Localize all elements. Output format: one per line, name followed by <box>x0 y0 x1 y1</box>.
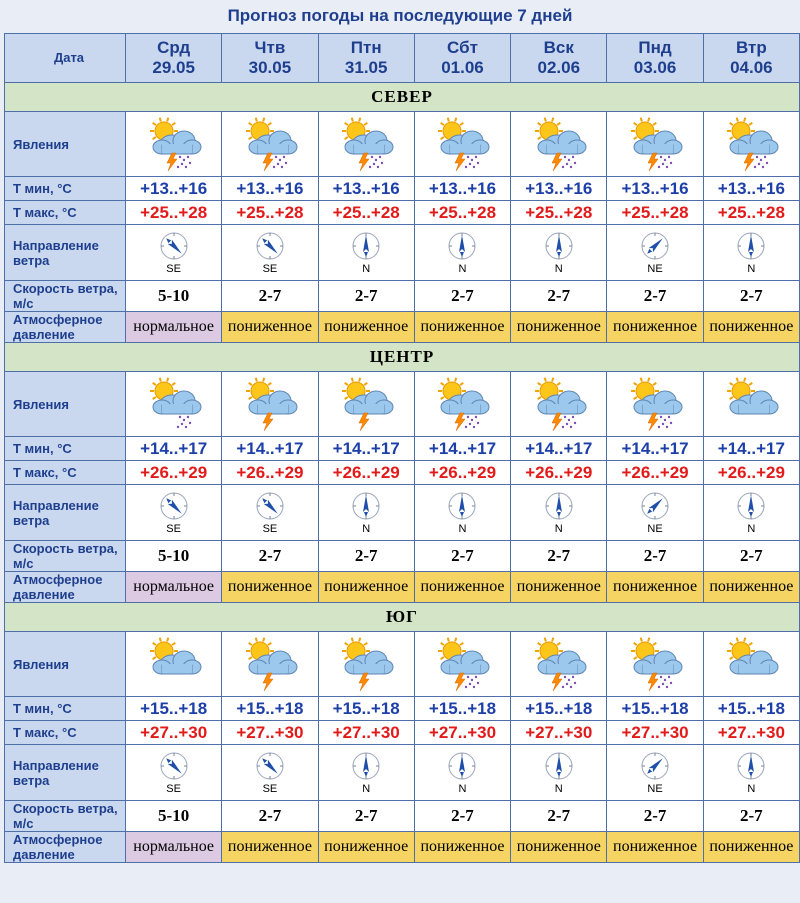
tmin-value: +13..+16 <box>414 177 510 201</box>
phenomena-row <box>5 632 800 697</box>
pressure-value: нормальное <box>126 832 222 863</box>
pressure-value: пониженное <box>222 312 318 343</box>
pressure-row <box>5 832 800 863</box>
tmax-value: +26..+29 <box>318 461 414 485</box>
compass-icon <box>704 491 799 521</box>
tmax-row <box>5 461 800 485</box>
wind-direction-cell <box>222 745 318 801</box>
compass-icon <box>704 231 799 261</box>
wind-direction-cell <box>511 225 607 281</box>
pressure-row <box>5 572 800 603</box>
phenomena-cell <box>222 112 318 177</box>
pressure-value: пониженное <box>703 312 799 343</box>
pressure-value: пониженное <box>414 832 510 863</box>
phenomena-label: Явления <box>5 632 126 697</box>
phenomena-cell <box>703 632 799 697</box>
day-date: 04.06 <box>730 58 773 77</box>
day-date: 30.05 <box>248 58 292 77</box>
wind-direction-cell <box>607 485 703 541</box>
tmax-label: Т макс, °С <box>5 201 126 225</box>
phenomena-cell <box>414 372 510 437</box>
pressure-value: пониженное <box>414 312 510 343</box>
cloud-sun-thunder-rain-icon <box>319 117 414 171</box>
wind-speed-value: 2-7 <box>222 281 318 312</box>
cloud-sun-thunder-rain-icon <box>511 117 606 171</box>
wind-speed-value: 2-7 <box>318 281 414 312</box>
tmax-value: +25..+28 <box>414 201 510 225</box>
day-date: 02.06 <box>537 58 581 77</box>
tmin-value: +15..+18 <box>222 697 318 721</box>
tmin-value: +15..+18 <box>318 697 414 721</box>
wind-direction-text: SE <box>262 522 278 535</box>
cloud-sun-thunder-icon <box>319 377 414 431</box>
cloud-sun-thunder-rain-icon <box>415 637 510 691</box>
pressure-row <box>5 312 800 343</box>
wind-direction-text: SE <box>262 782 278 795</box>
wind-direction-text: SE <box>166 522 181 535</box>
region-header-row <box>5 343 800 372</box>
wind-speed-value: 2-7 <box>607 801 703 832</box>
pressure-value: пониженное <box>511 832 607 863</box>
pressure-value: пониженное <box>607 572 703 603</box>
tmax-value: +25..+28 <box>607 201 703 225</box>
wind-speed-value: 5-10 <box>126 281 222 312</box>
day-of-week: Срд <box>157 38 191 57</box>
cloud-sun-thunder-icon <box>319 637 414 691</box>
tmin-value: +13..+16 <box>703 177 799 201</box>
compass-icon <box>415 491 510 521</box>
cloud-sun-thunder-icon <box>222 377 317 431</box>
region-header-row <box>5 83 800 112</box>
tmin-label: Т мин, °С <box>5 437 126 461</box>
cloud-sun-icon <box>126 637 221 691</box>
wind-direction-cell <box>703 745 799 801</box>
date-header-label: Дата <box>5 34 126 83</box>
wind-direction-text: NE <box>647 522 663 535</box>
wind-direction-text: N <box>362 782 371 795</box>
wind-speed-value: 2-7 <box>414 801 510 832</box>
phenomena-cell <box>414 632 510 697</box>
day-of-week: Пнд <box>638 38 672 57</box>
pressure-value: пониженное <box>703 832 799 863</box>
pressure-value: пониженное <box>703 572 799 603</box>
wind-speed-row <box>5 541 800 572</box>
cloud-sun-thunder-rain-icon <box>222 117 317 171</box>
cloud-sun-thunder-rain-icon <box>126 117 221 171</box>
day-header-cell <box>607 34 703 83</box>
wind-direction-cell <box>414 745 510 801</box>
tmin-value: +15..+18 <box>511 697 607 721</box>
wind-speed-label: Скорость ветра, м/с <box>5 281 126 312</box>
cloud-sun-thunder-rain-icon <box>704 117 799 171</box>
pressure-value: пониженное <box>318 832 414 863</box>
cloud-sun-thunder-rain-icon <box>511 637 606 691</box>
day-date: 31.05 <box>344 58 388 77</box>
wind-direction-cell <box>318 485 414 541</box>
phenomena-cell <box>703 112 799 177</box>
phenomena-cell <box>318 372 414 437</box>
compass-icon <box>319 751 414 781</box>
wind-speed-value: 2-7 <box>222 801 318 832</box>
cloud-sun-thunder-rain-icon <box>607 117 702 171</box>
wind-speed-value: 2-7 <box>414 541 510 572</box>
wind-speed-value: 5-10 <box>126 801 222 832</box>
wind-speed-label: Скорость ветра, м/с <box>5 801 126 832</box>
compass-icon <box>319 231 414 261</box>
day-of-week: Птн <box>350 38 382 57</box>
wind-speed-row <box>5 801 800 832</box>
tmax-value: +26..+29 <box>607 461 703 485</box>
wind-direction-text: N <box>362 262 371 275</box>
cloud-sun-rain-icon <box>126 377 221 431</box>
cloud-sun-thunder-rain-icon <box>415 117 510 171</box>
tmax-row <box>5 201 800 225</box>
wind-speed-value: 2-7 <box>511 281 607 312</box>
cloud-sun-thunder-rain-icon <box>607 637 702 691</box>
tmin-value: +15..+18 <box>126 697 222 721</box>
wind-speed-value: 2-7 <box>511 541 607 572</box>
tmin-value: +14..+17 <box>414 437 510 461</box>
tmin-row <box>5 177 800 201</box>
tmax-value: +27..+30 <box>607 721 703 745</box>
phenomena-cell <box>511 632 607 697</box>
wind-speed-value: 2-7 <box>703 541 799 572</box>
wind-direction-cell <box>318 225 414 281</box>
tmin-value: +13..+16 <box>511 177 607 201</box>
phenomena-cell <box>414 112 510 177</box>
day-header-cell <box>414 34 510 83</box>
compass-icon <box>319 491 414 521</box>
tmax-value: +25..+28 <box>511 201 607 225</box>
day-header-cell <box>703 34 799 83</box>
tmax-value: +25..+28 <box>222 201 318 225</box>
tmax-value: +26..+29 <box>703 461 799 485</box>
day-of-week: Чтв <box>254 38 286 57</box>
phenomena-cell <box>126 112 222 177</box>
day-date: 03.06 <box>633 58 677 77</box>
compass-icon <box>415 231 510 261</box>
phenomena-cell <box>607 372 703 437</box>
wind-direction-row <box>5 745 800 801</box>
wind-speed-value: 5-10 <box>126 541 222 572</box>
region-header-row <box>5 603 800 632</box>
tmax-value: +27..+30 <box>126 721 222 745</box>
wind-direction-text: SE <box>166 262 181 275</box>
wind-direction-label: Направление ветра <box>5 745 126 801</box>
day-of-week: Вск <box>543 38 574 57</box>
day-header-cell <box>222 34 318 83</box>
compass-icon <box>704 751 799 781</box>
tmin-value: +15..+18 <box>607 697 703 721</box>
tmax-label: Т макс, °С <box>5 721 126 745</box>
page-title: Прогноз погоды на последующие 7 дней <box>227 6 573 25</box>
phenomena-cell <box>511 372 607 437</box>
wind-direction-text: SE <box>166 782 181 795</box>
compass-icon <box>607 231 702 261</box>
wind-direction-text: N <box>747 522 756 535</box>
region-name: ЦЕНТР <box>5 343 800 372</box>
cloud-sun-icon <box>704 637 799 691</box>
wind-direction-text: N <box>554 262 563 275</box>
pressure-label: Атмосферное давление <box>5 572 126 603</box>
wind-direction-text: N <box>554 782 563 795</box>
wind-direction-row <box>5 485 800 541</box>
tmax-value: +26..+29 <box>126 461 222 485</box>
wind-direction-label: Направление ветра <box>5 225 126 281</box>
region-name: СЕВЕР <box>5 83 800 112</box>
day-header-cell <box>318 34 414 83</box>
wind-speed-label: Скорость ветра, м/с <box>5 541 126 572</box>
day-date: 01.06 <box>441 58 484 77</box>
wind-direction-cell <box>703 225 799 281</box>
pressure-value: пониженное <box>607 312 703 343</box>
tmin-value: +13..+16 <box>126 177 222 201</box>
tmin-row <box>5 437 800 461</box>
phenomena-label: Явления <box>5 372 126 437</box>
tmin-row <box>5 697 800 721</box>
wind-direction-text: NE <box>647 782 663 795</box>
forecast-table <box>4 33 800 863</box>
wind-speed-value: 2-7 <box>607 541 703 572</box>
tmin-value: +14..+17 <box>607 437 703 461</box>
tmin-value: +14..+17 <box>222 437 318 461</box>
wind-speed-value: 2-7 <box>607 281 703 312</box>
wind-direction-text: SE <box>262 262 278 275</box>
wind-direction-cell <box>222 225 318 281</box>
wind-direction-cell <box>414 225 510 281</box>
wind-speed-row <box>5 281 800 312</box>
wind-speed-value: 2-7 <box>511 801 607 832</box>
tmax-value: +26..+29 <box>511 461 607 485</box>
compass-icon <box>222 491 317 521</box>
phenomena-cell <box>126 372 222 437</box>
compass-icon <box>222 751 317 781</box>
compass-icon <box>511 231 606 261</box>
wind-direction-cell <box>511 485 607 541</box>
wind-direction-text: N <box>362 522 371 535</box>
wind-direction-text: NE <box>647 262 663 275</box>
tmin-value: +13..+16 <box>222 177 318 201</box>
tmax-value: +27..+30 <box>222 721 318 745</box>
phenomena-cell <box>318 112 414 177</box>
tmax-value: +27..+30 <box>414 721 510 745</box>
tmin-value: +15..+18 <box>703 697 799 721</box>
wind-direction-cell <box>222 485 318 541</box>
pressure-value: пониженное <box>414 572 510 603</box>
day-of-week: Втр <box>735 38 767 57</box>
tmin-value: +13..+16 <box>607 177 703 201</box>
cloud-sun-thunder-rain-icon <box>607 377 702 431</box>
wind-direction-text: N <box>458 522 467 535</box>
tmax-label: Т макс, °С <box>5 461 126 485</box>
phenomena-cell <box>607 632 703 697</box>
tmax-value: +27..+30 <box>318 721 414 745</box>
tmax-value: +26..+29 <box>222 461 318 485</box>
wind-direction-cell <box>414 485 510 541</box>
phenomena-cell <box>126 632 222 697</box>
wind-direction-cell <box>607 745 703 801</box>
wind-direction-text: N <box>554 522 563 535</box>
wind-direction-text: N <box>458 782 467 795</box>
wind-direction-cell <box>126 745 222 801</box>
forecast-table-wrapper <box>4 33 800 863</box>
cloud-sun-icon <box>704 377 799 431</box>
pressure-value: пониженное <box>222 572 318 603</box>
wind-direction-cell <box>126 485 222 541</box>
compass-icon <box>126 751 221 781</box>
phenomena-cell <box>511 112 607 177</box>
compass-icon <box>511 491 606 521</box>
cloud-sun-thunder-rain-icon <box>511 377 606 431</box>
phenomena-label: Явления <box>5 112 126 177</box>
wind-direction-cell <box>511 745 607 801</box>
wind-direction-text: N <box>458 262 467 275</box>
compass-icon <box>126 231 221 261</box>
day-of-week: Сбт <box>447 38 478 57</box>
phenomena-row <box>5 112 800 177</box>
cloud-sun-thunder-icon <box>222 637 317 691</box>
wind-direction-cell <box>703 485 799 541</box>
tmin-value: +14..+17 <box>318 437 414 461</box>
phenomena-cell <box>607 112 703 177</box>
phenomena-cell <box>222 372 318 437</box>
pressure-value: пониженное <box>607 832 703 863</box>
compass-icon <box>126 491 221 521</box>
pressure-value: пониженное <box>511 312 607 343</box>
phenomena-cell <box>222 632 318 697</box>
tmax-value: +27..+30 <box>511 721 607 745</box>
pressure-value: пониженное <box>318 572 414 603</box>
pressure-label: Атмосферное давление <box>5 832 126 863</box>
tmax-value: +25..+28 <box>126 201 222 225</box>
phenomena-cell <box>703 372 799 437</box>
wind-speed-value: 2-7 <box>318 801 414 832</box>
compass-icon <box>511 751 606 781</box>
compass-icon <box>222 231 317 261</box>
phenomena-cell <box>318 632 414 697</box>
wind-direction-cell <box>318 745 414 801</box>
day-header-cell <box>126 34 222 83</box>
tmin-value: +14..+17 <box>126 437 222 461</box>
pressure-value: пониженное <box>222 832 318 863</box>
compass-icon <box>415 751 510 781</box>
tmin-value: +14..+17 <box>511 437 607 461</box>
phenomena-row <box>5 372 800 437</box>
day-header-cell <box>511 34 607 83</box>
day-date: 29.05 <box>152 58 195 77</box>
date-header-row <box>5 34 800 83</box>
wind-speed-value: 2-7 <box>703 801 799 832</box>
wind-direction-text: N <box>747 782 756 795</box>
tmax-value: +25..+28 <box>318 201 414 225</box>
tmax-value: +25..+28 <box>703 201 799 225</box>
wind-speed-value: 2-7 <box>318 541 414 572</box>
tmax-value: +27..+30 <box>703 721 799 745</box>
tmax-value: +26..+29 <box>414 461 510 485</box>
wind-direction-cell <box>607 225 703 281</box>
wind-direction-text: N <box>747 262 756 275</box>
tmin-label: Т мин, °С <box>5 177 126 201</box>
region-name: ЮГ <box>5 603 800 632</box>
compass-icon <box>607 491 702 521</box>
pressure-value: нормальное <box>126 572 222 603</box>
pressure-value: пониженное <box>318 312 414 343</box>
cloud-sun-thunder-rain-icon <box>415 377 510 431</box>
tmax-row <box>5 721 800 745</box>
tmin-value: +15..+18 <box>414 697 510 721</box>
wind-speed-value: 2-7 <box>222 541 318 572</box>
wind-direction-label: Направление ветра <box>5 485 126 541</box>
pressure-value: нормальное <box>126 312 222 343</box>
pressure-value: пониженное <box>511 572 607 603</box>
pressure-label: Атмосферное давление <box>5 312 126 343</box>
tmin-value: +13..+16 <box>318 177 414 201</box>
wind-speed-value: 2-7 <box>414 281 510 312</box>
wind-speed-value: 2-7 <box>703 281 799 312</box>
compass-icon <box>607 751 702 781</box>
tmin-label: Т мин, °С <box>5 697 126 721</box>
wind-direction-cell <box>126 225 222 281</box>
wind-direction-row <box>5 225 800 281</box>
tmin-value: +14..+17 <box>703 437 799 461</box>
